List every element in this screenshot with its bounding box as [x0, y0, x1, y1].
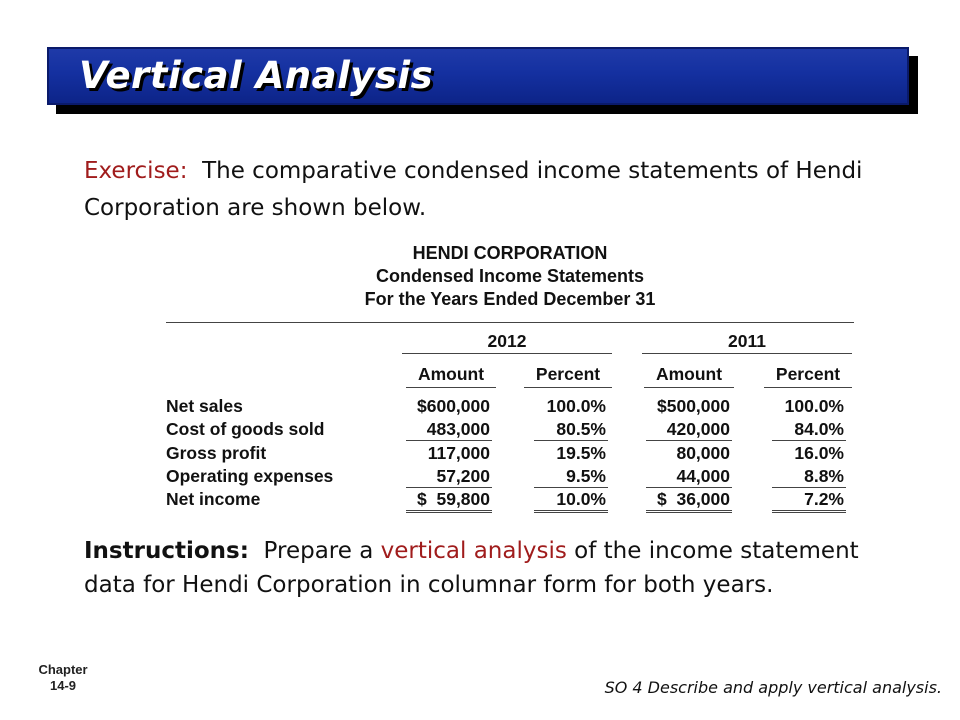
subtotal-rule: [406, 440, 492, 441]
amount-2012: 57,200: [436, 466, 490, 486]
col-rule: [764, 387, 852, 388]
percent-2012: 19.5%: [556, 443, 606, 463]
statement-period: For the Years Ended December 31: [364, 289, 656, 309]
year-2012: 2012: [487, 331, 527, 351]
col-rule: [524, 387, 612, 388]
total-rule: [646, 510, 732, 513]
col-percent-2011: Percent: [775, 364, 841, 384]
row-label: Cost of goods sold: [166, 419, 325, 439]
amount-2011: $ 36,000: [657, 489, 730, 509]
exercise-text: The comparative condensed income statements of Hendi Corporation are shown below.: [84, 158, 863, 221]
col-amount-2011: Amount: [655, 364, 723, 384]
chapter-line-1: Chapter: [38, 662, 88, 677]
subtotal-rule: [406, 487, 492, 488]
chapter-label: [32, 662, 94, 694]
instructions-paragraph: [84, 535, 874, 602]
percent-2012: 100.0%: [546, 396, 606, 416]
col-percent-2012: Percent: [535, 364, 601, 384]
subtotal-rule: [646, 440, 732, 441]
instructions-highlight: vertical analysis: [380, 538, 567, 564]
col-rule: [406, 387, 496, 388]
amount-2012: 117,000: [427, 443, 490, 463]
row-label: Operating expenses: [166, 466, 334, 486]
year-2011: 2011: [728, 331, 766, 351]
amount-2011: 420,000: [666, 419, 730, 439]
study-objective-footer: SO 4 Describe and apply vertical analysis.: [604, 678, 942, 697]
instructions-text-pre: Prepare a: [263, 538, 374, 564]
total-rule: [772, 510, 846, 513]
row-label: Gross profit: [166, 443, 267, 463]
exercise-paragraph: [84, 153, 884, 227]
amount-2011: $500,000: [657, 396, 730, 416]
col-amount-2012: Amount: [417, 364, 485, 384]
percent-2011: 16.0%: [794, 443, 844, 463]
year-2012-rule: [402, 353, 612, 354]
total-rule: [406, 510, 492, 513]
year-2011-rule: [642, 353, 852, 354]
amount-2012: $600,000: [417, 396, 490, 416]
chapter-line-2: 14-9: [49, 678, 77, 693]
percent-2012: 10.0%: [556, 489, 606, 509]
instructions-text-post: of the income statement data for Hendi Corporation in columnar form for both years.: [84, 538, 859, 598]
col-rule: [644, 387, 734, 388]
subtotal-rule: [772, 440, 846, 441]
statement-name: Condensed Income Statements: [375, 266, 645, 286]
amount-2011: 44,000: [676, 466, 730, 486]
row-label: Net income: [166, 489, 261, 509]
row-label: Net sales: [166, 396, 243, 416]
amount-2012: $ 59,800: [417, 489, 490, 509]
company-name: HENDI CORPORATION: [412, 243, 608, 263]
subtotal-rule: [772, 487, 846, 488]
amount-2011: 80,000: [676, 443, 730, 463]
percent-2011: 84.0%: [794, 419, 844, 439]
amount-2012: 483,000: [426, 419, 490, 439]
income-statement: [166, 240, 854, 515]
instructions-label: Instructions:: [84, 538, 249, 564]
slide-title: Vertical Analysis: [79, 54, 434, 97]
percent-2011: 7.2%: [804, 489, 844, 509]
title-bar: [47, 47, 909, 105]
subtotal-rule: [534, 487, 608, 488]
percent-2012: 9.5%: [566, 466, 606, 486]
exercise-label: Exercise:: [84, 158, 188, 184]
total-rule: [534, 510, 608, 513]
subtotal-rule: [534, 440, 608, 441]
percent-2011: 100.0%: [784, 396, 844, 416]
subtotal-rule: [646, 487, 732, 488]
header-rule: [166, 322, 854, 323]
percent-2011: 8.8%: [804, 466, 844, 486]
percent-2012: 80.5%: [556, 419, 606, 439]
